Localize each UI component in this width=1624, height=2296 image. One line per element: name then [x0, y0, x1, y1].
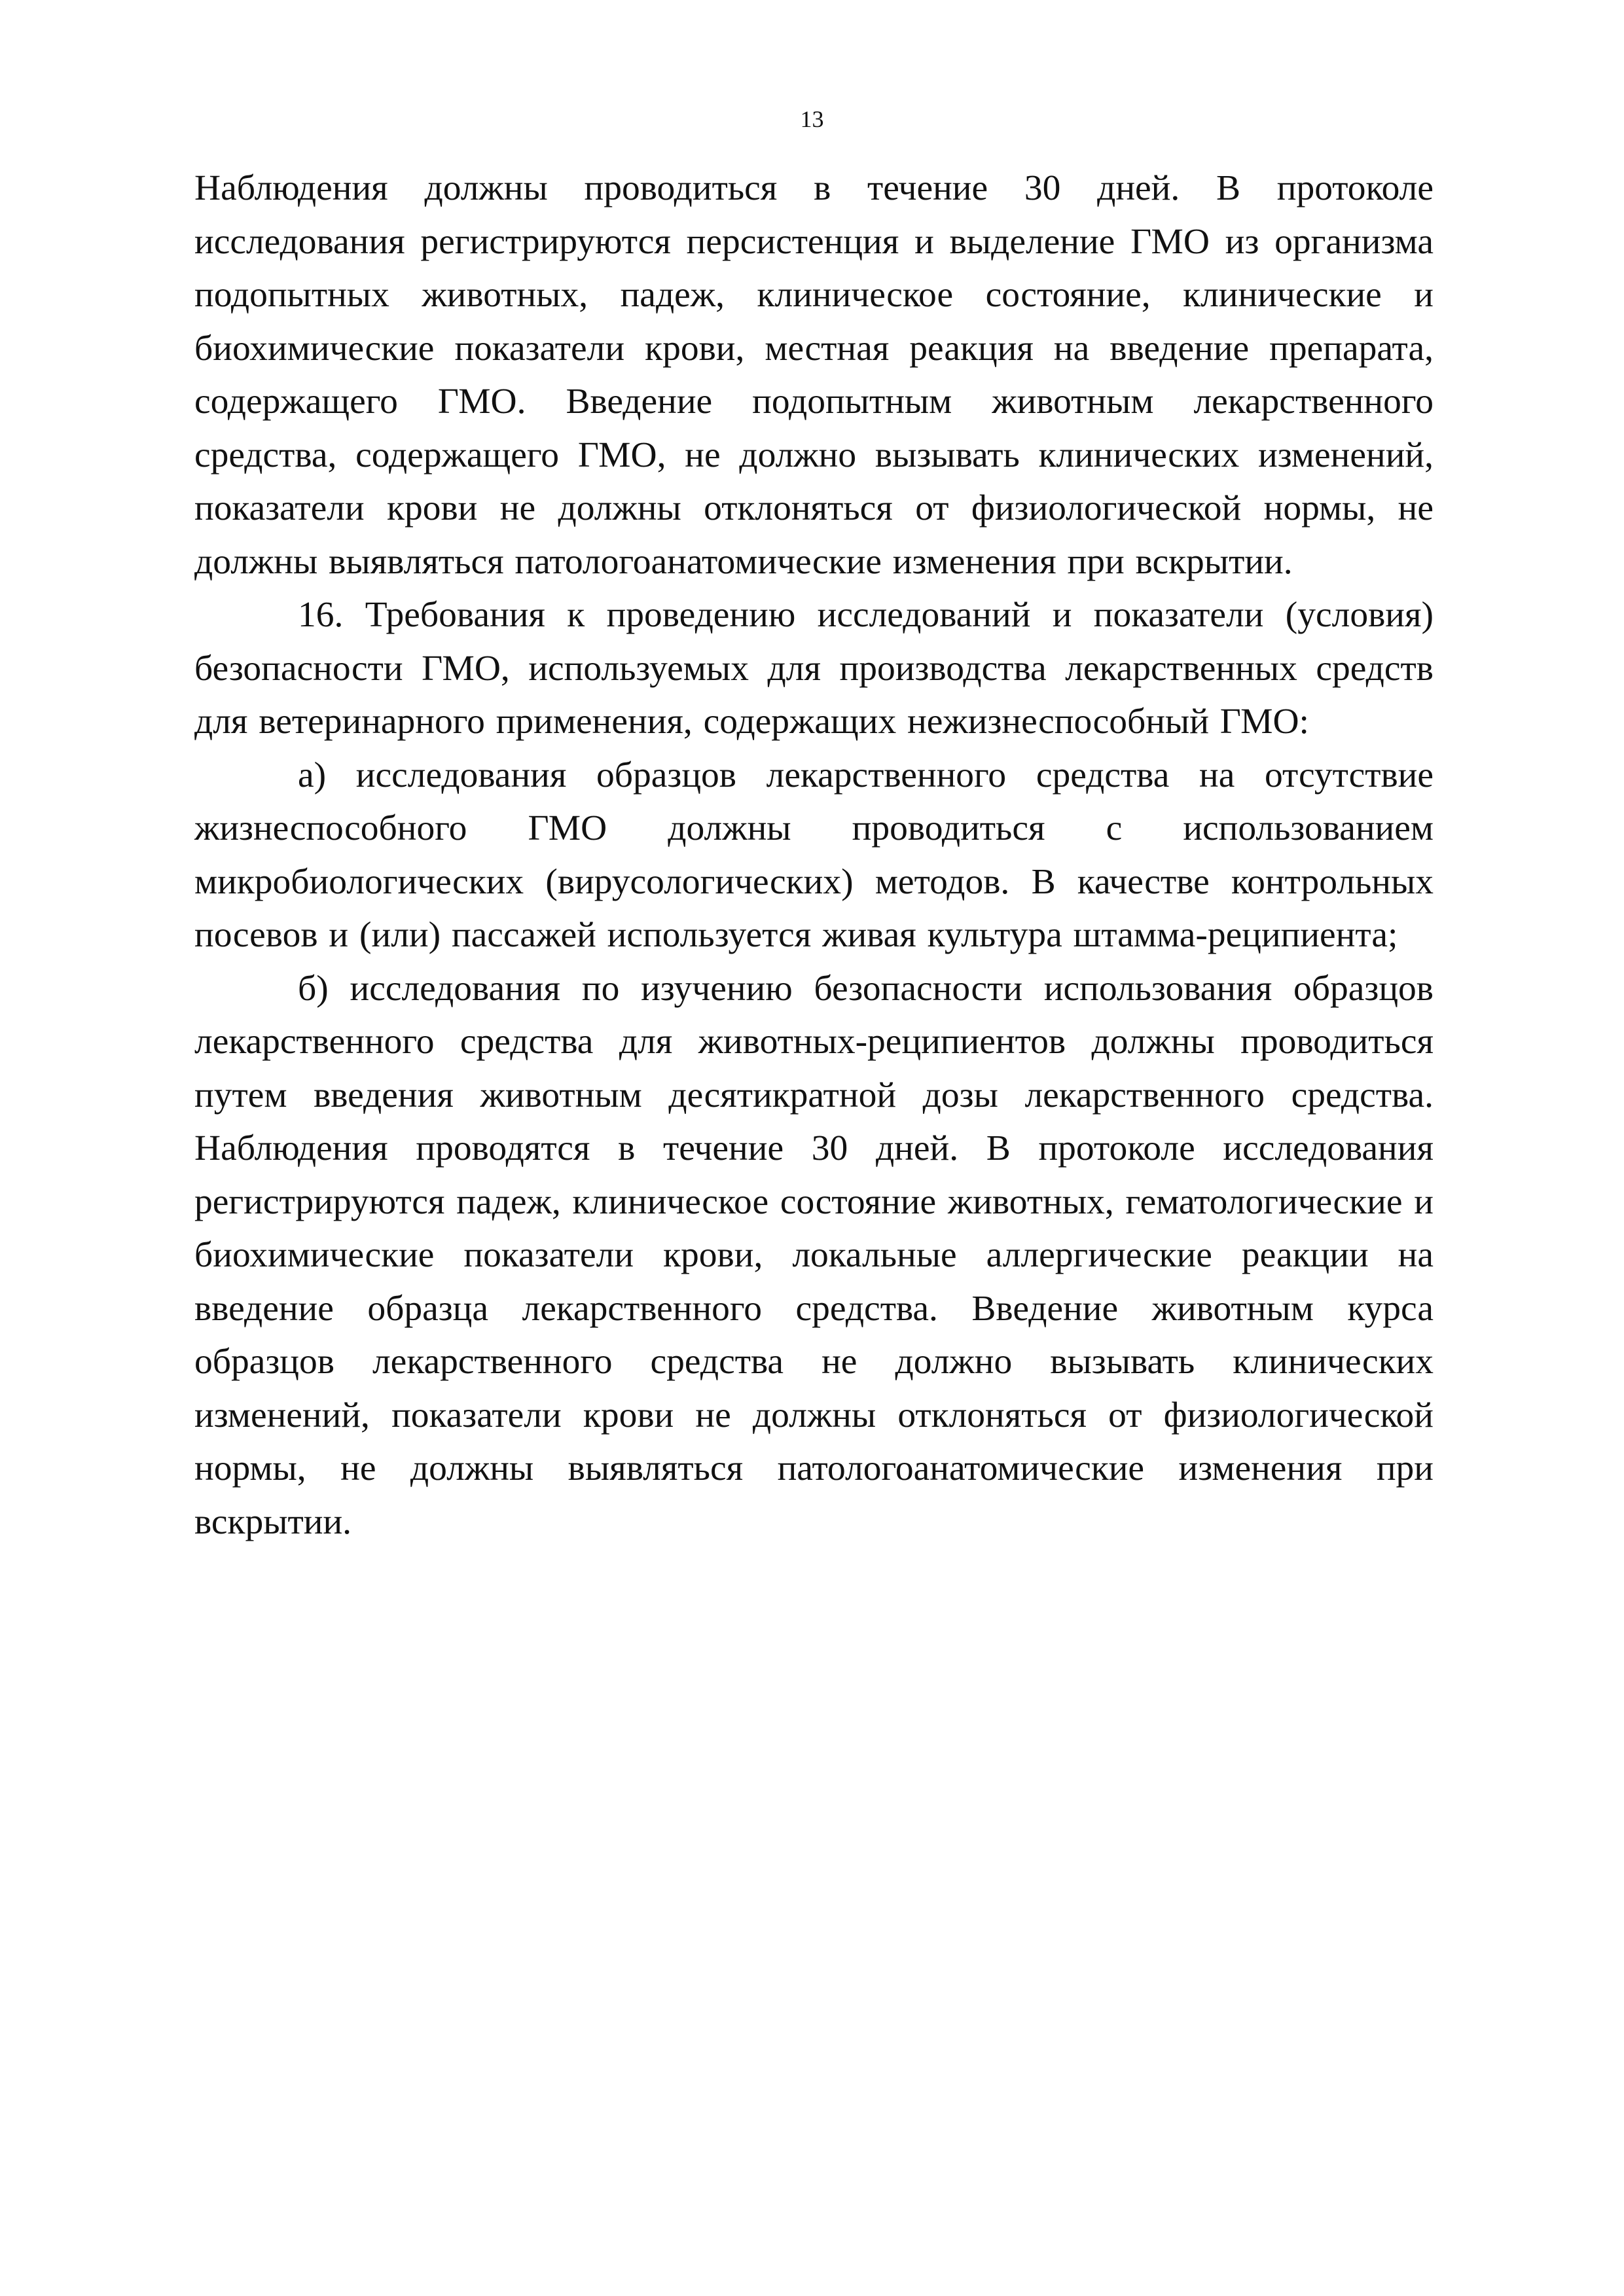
paragraph-item-16: 16. Требования к проведению исследований и показатели (условия) безопасности ГМО, используемых для производства лекарственных средств для ветеринарного применения, содержащих нежизнеспособный ГМО:: [194, 595, 1434, 742]
paragraph-subitem-a: а) исследования образцов лекарственного средства на отсутствие жизнеспособного ГМО должны проводиться с использованием микробиологических (вирусологических) методов. В качестве контрольных посевов и (или) пассажей используется живая культура штамма-реципиента;: [194, 755, 1434, 955]
page-number: 13: [800, 106, 824, 132]
paragraph-observations: Наблюдения должны проводиться в течение 30 дней. В протоколе исследования регистрируются персистенция и выделение ГМО из организма подопытных животных, падеж, клиническое состояние, клинические и биохимические показатели крови, местная реакция на введение препарата, содержащего ГМО. Введение подопытным животным лекарственного средства, содержащего ГМО, не должно вызывать клинических изменений, показатели крови не должны отклоняться от физиологической нормы, не должны выявляться патологоанатомические изменения при вскрытии.: [194, 168, 1434, 582]
paragraph-subitem-b: б) исследования по изучению безопасности использования образцов лекарственного средства для животных-реципиентов должны проводиться путем введения животным десятикратной дозы лекарственного средства. Наблюдения проводятся в течение 30 дней. В протоколе исследования регистрируются падеж, клиническое состояние животных, гематологические и биохимические показатели крови, локальные аллергические реакции на введение образца лекарственного средства. Введение животным курса образцов лекарственного средства не должно вызывать клинических изменений, показатели крови не должны отклоняться от физиологической нормы, не должны выявляться патологоанатомические изменения при вскрытии.: [194, 968, 1434, 1542]
body-text: [194, 162, 1434, 1549]
